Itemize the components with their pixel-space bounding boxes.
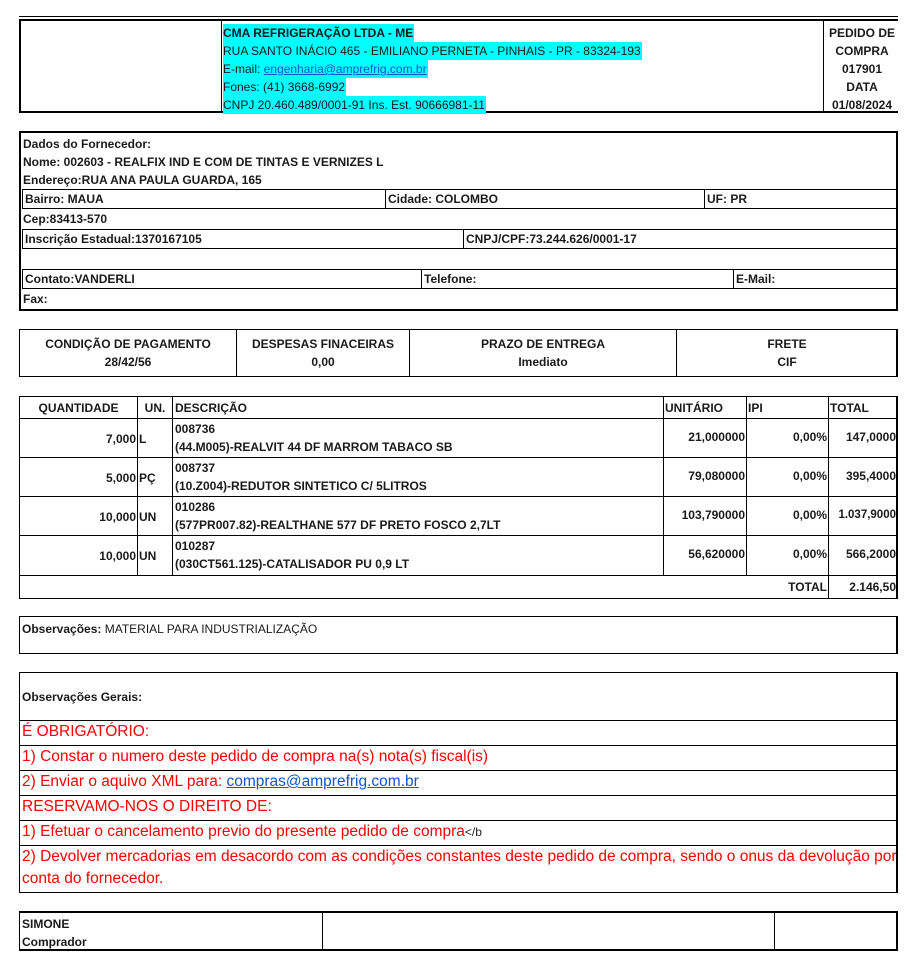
payment-terms-table [19, 329, 898, 377]
item-unit: PÇ [139, 471, 156, 485]
company-phones: Fones: (41) 3668-6992 [223, 80, 346, 94]
reserved-item-2: 2) Devolver mercadorias em desacordo com as condições constantes deste pedido de compra, sendo o onus da devolução por conta do fornecedor. [20, 845, 897, 892]
supplier-address: Endereço:RUA ANA PAULA GUARDA, 165 [23, 173, 262, 187]
financial-expenses-value: 0,00 [311, 355, 335, 369]
delivery-term-cell [410, 330, 676, 376]
item-qty: 10,000 [99, 549, 136, 563]
item-code: 008737 [175, 461, 216, 475]
company-name: CMA REFRIGERAÇÃO LTDA - ME [223, 26, 414, 40]
divider [221, 21, 222, 113]
item-description [173, 458, 427, 496]
observations-value: MATERIAL PARA INDUSTRIALIZAÇÃO [101, 622, 318, 636]
buyer-signature [22, 915, 87, 951]
po-date: 01/08/2024 [831, 98, 893, 112]
general-observations-box [19, 672, 898, 893]
item-unit-price: 56,620000 [688, 547, 745, 561]
header-box [19, 19, 898, 113]
freight-cell [677, 330, 897, 376]
supplier-location-row [22, 189, 897, 209]
item-desc: (44.M005)-REALVIT 44 DF MARROM TABACO SB [175, 440, 453, 454]
payment-condition-value: 28/42/56 [104, 355, 152, 369]
item-description [173, 419, 453, 457]
financial-expenses-label: DESPESAS FINACEIRAS [251, 337, 395, 351]
company-email-link[interactable]: engenharia@amprefrig.com.br [263, 62, 427, 76]
item-ipi: 0,00% [792, 469, 827, 483]
item-ipi: 0,00% [792, 508, 827, 522]
po-label-2: COMPRA [835, 44, 889, 58]
total-row [20, 576, 897, 598]
supplier-name: Nome: 002603 - REALFIX IND E COM DE TINTAS E VERNIZES L [23, 155, 384, 169]
freight-label: FRETE [767, 337, 807, 351]
item-qty: 5,000 [105, 471, 136, 485]
table-row [20, 497, 897, 536]
item-qty: 10,000 [99, 510, 136, 524]
company-cnpj: CNPJ 20.460.489/0001-91 Ins. Est. 90666981-11 [223, 98, 485, 112]
item-total: 395,4000 [845, 469, 896, 483]
mandatory-item-1: 1) Constar o numero deste pedido de compra na(s) nota(s) fiscal(is) [20, 745, 897, 768]
item-desc: (030CT561.125)-CATALISADOR PU 0,9 LT [175, 557, 410, 571]
item-unit-price: 103,790000 [681, 508, 745, 522]
item-unit-price: 21,000000 [688, 430, 745, 444]
mandatory-item-2-text: 2) Enviar o aquivo XML para: [22, 773, 227, 790]
item-ipi: 0,00% [792, 430, 827, 444]
email-label: E-mail: [223, 62, 264, 76]
item-code: 008736 [175, 422, 216, 436]
supplier-cep: Cep:83413-570 [23, 212, 108, 226]
company-address: RUA SANTO INÁCIO 465 - EMILIANO PERNETA - PINHAIS - PR - 83324-193 [223, 44, 641, 58]
reserved-item-1 [20, 820, 897, 843]
col-header-descricao: DESCRIÇÃO [175, 401, 248, 415]
table-row [20, 458, 897, 497]
po-label-1: PEDIDO DE [828, 26, 895, 40]
item-qty: 7,000 [105, 432, 136, 446]
total-label: TOTAL [788, 580, 827, 594]
col-header-total: TOTAL [830, 401, 869, 415]
delivery-term-value: Imediato [518, 355, 568, 369]
date-label: DATA [846, 80, 878, 94]
mandatory-heading: É OBRIGATÓRIO: [20, 720, 897, 743]
payment-condition-label: CONDIÇÃO DE PAGAMENTO [45, 337, 211, 351]
supplier-uf: UF: PR [707, 192, 747, 206]
table-row [20, 536, 897, 576]
item-code: 010286 [175, 500, 216, 514]
divider [322, 913, 323, 950]
purchase-order-info [824, 24, 900, 114]
supplier-cidade: Cidade: COLOMBO [388, 192, 498, 206]
delivery-term-label: PRAZO DE ENTREGA [480, 337, 605, 351]
col-header-unitario: UNITÁRIO [665, 401, 723, 415]
supplier-email: E-Mail: [736, 272, 776, 286]
supplier-bairro: Bairro: MAUA [25, 192, 104, 206]
item-description [173, 536, 409, 575]
table-row [20, 419, 897, 458]
signature-footer [19, 911, 898, 951]
reserved-item-1-text: 1) Efetuar o cancelamento previo do presente pedido de compra [22, 823, 465, 840]
item-ipi: 0,00% [792, 547, 827, 561]
buyer-role: Comprador [22, 935, 87, 949]
supplier-section [19, 131, 898, 311]
col-header-un: UN. [144, 401, 166, 415]
observations-box [19, 616, 898, 654]
reserved-rights-heading: RESERVAMO-NOS O DIREITO DE: [20, 795, 897, 818]
po-number: 017901 [841, 62, 883, 76]
item-description [173, 497, 500, 535]
supplier-cnpj: CNPJ/CPF:73.244.626/0001-17 [466, 232, 637, 246]
freight-value: CIF [777, 355, 797, 369]
item-unit-price: 79,080000 [688, 469, 745, 483]
item-desc: (577PR007.82)-REALTHANE 577 DF PRETO FOSCO 2,7LT [175, 518, 501, 532]
general-observations-title: Observações Gerais: [22, 690, 143, 704]
total-value: 2.146,50 [849, 580, 896, 594]
item-desc: (10.Z004)-REDUTOR SINTETICO C/ 5LITROS [175, 479, 427, 493]
company-header [19, 16, 898, 112]
item-total: 566,2000 [845, 547, 896, 561]
items-table [19, 396, 898, 599]
item-code: 010287 [175, 539, 216, 553]
financial-expenses-cell [237, 330, 409, 376]
item-unit: UN [139, 549, 157, 563]
col-header-ipi: IPI [748, 401, 763, 415]
divider [774, 913, 775, 950]
company-info [223, 24, 642, 114]
item-total: 147,0000 [845, 430, 896, 444]
supplier-inscricao: Inscrição Estadual:1370167105 [25, 232, 202, 246]
payment-condition-cell [20, 330, 236, 376]
supplier-title: Dados do Fornecedor: [23, 137, 152, 151]
item-unit: L [139, 432, 147, 446]
observations-label: Observações: [22, 622, 102, 636]
buyer-name: SIMONE [22, 917, 70, 931]
stray-tag: </b [464, 825, 482, 839]
supplier-telefone: Telefone: [424, 272, 477, 286]
purchases-email-link[interactable]: compras@amprefrig.com.br [226, 773, 419, 790]
table-header-row [20, 397, 897, 419]
supplier-contato: Contato:VANDERLI [25, 272, 135, 286]
col-header-quantidade: QUANTIDADE [38, 401, 119, 415]
supplier-fax: Fax: [23, 292, 48, 306]
item-total: 1.037,9000 [838, 509, 896, 521]
supplier-contact-row [22, 269, 897, 289]
mandatory-item-2 [20, 770, 897, 793]
supplier-tax-row [22, 229, 897, 249]
item-unit: UN [139, 510, 157, 524]
